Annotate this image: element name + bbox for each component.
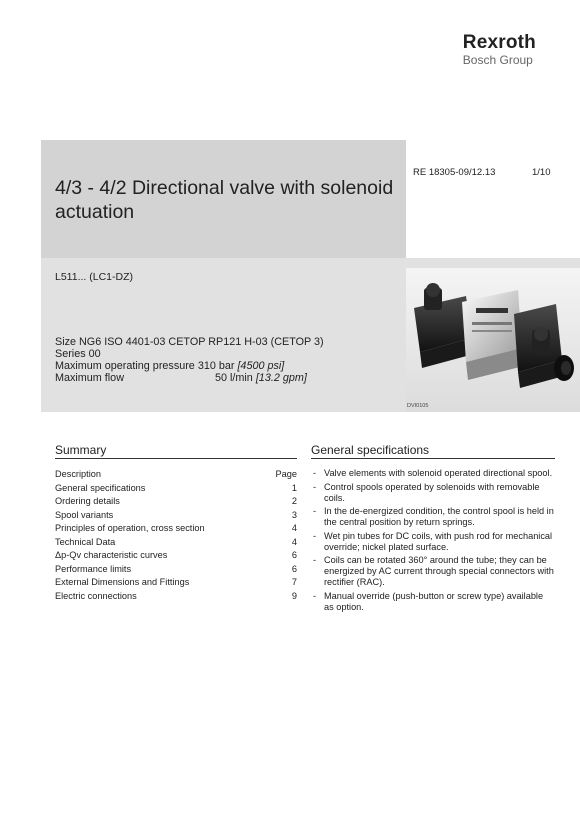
specification-item: - Wet pin tubes for DC coils, with push rod for mechanical override; nickel plated surface. <box>312 531 555 553</box>
specification-item: - In the de-energized condition, the control spool is held in the central position by return springs. <box>312 506 555 528</box>
summary-item-label: Performance limits <box>55 563 132 574</box>
summary-row <box>55 495 297 509</box>
summary-heading: Summary <box>55 443 107 457</box>
flow-line <box>55 372 324 384</box>
summary-row <box>55 509 297 523</box>
summary-item-page: 1 <box>291 482 297 493</box>
pressure-imperial: [4500 psi] <box>237 360 285 372</box>
specification-item: - Manual override (push-button or screw type) available as option. <box>312 591 555 613</box>
summary-row <box>55 522 297 536</box>
type-code: L511... (LC1-DZ) <box>55 271 133 283</box>
summary-item-label: External Dimensions and Fittings <box>55 577 190 587</box>
document-reference: RE 18305-09/12.13 <box>413 167 496 178</box>
summary-item-label: Electric connections <box>55 590 137 601</box>
summary-item-page: 4 <box>291 523 297 533</box>
summary-item-label: Spool variants <box>55 509 114 520</box>
summary-item-page: 4 <box>291 536 297 547</box>
summary-row <box>55 482 297 496</box>
summary-item-label: Principles of operation, cross section <box>55 523 205 533</box>
summary-item-page: 3 <box>291 509 297 520</box>
summary-item-page: 2 <box>291 496 297 506</box>
valve-body <box>462 290 524 380</box>
summary-item-page: 9 <box>291 590 297 601</box>
summary-item-page: 7 <box>291 577 297 587</box>
summary-rule <box>55 458 297 459</box>
brand-name: Rexroth <box>462 32 536 53</box>
flow-imperial: [13.2 gpm] <box>255 372 307 384</box>
size-line: Size NG6 ISO 4401-03 CETOP RP121 H-03 (CETOP 3) <box>55 336 324 348</box>
flow-value: 50 l/min <box>215 372 253 384</box>
summary-item-page: 6 <box>291 550 297 560</box>
description-column-header: Description <box>55 469 101 479</box>
summary-row <box>55 536 297 550</box>
page-title: 4/3 - 4/2 Directional valve with solenoid actuation <box>55 177 394 223</box>
general-specifications-rule <box>311 458 555 459</box>
page-number: 1/10 <box>532 167 551 178</box>
pressure-line <box>55 360 324 372</box>
specification-item: - Valve elements with solenoid operated directional spool. <box>312 468 555 479</box>
series-line: Series 00 <box>55 348 101 360</box>
general-specifications-heading: General specifications <box>311 443 430 457</box>
summary-row <box>55 576 297 590</box>
key-specifications <box>55 336 324 384</box>
summary-row <box>55 563 297 577</box>
brand-logo <box>463 33 536 67</box>
general-specifications-list <box>312 468 555 615</box>
specification-item: - Control spools operated by solenoids with removable coils. <box>312 482 555 504</box>
summary-row <box>55 549 297 563</box>
summary-item-label: General specifications <box>55 482 146 493</box>
summary-table <box>55 468 297 603</box>
specification-item: - Coils can be rotated 360° around the tube; they can be energized by AC current through special connectors with rectifier (RAC). <box>312 555 555 588</box>
summary-item-label: Technical Data <box>55 536 116 547</box>
summary-item-label: Ordering details <box>55 496 120 506</box>
flow-label: Maximum flow <box>55 372 124 384</box>
valve-product-photo <box>406 268 580 412</box>
summary-row <box>55 590 297 604</box>
summary-item-page: 6 <box>291 563 297 574</box>
pressure-label: Maximum operating pressure 310 bar <box>55 360 235 372</box>
page-column-header: Page <box>275 469 297 479</box>
summary-item-label: Δp-Qv characteristic curves <box>55 550 168 560</box>
brand-subtitle: Bosch Group <box>462 53 533 67</box>
summary-header-row <box>55 468 297 482</box>
photo-code: DVI0105 <box>407 403 429 409</box>
